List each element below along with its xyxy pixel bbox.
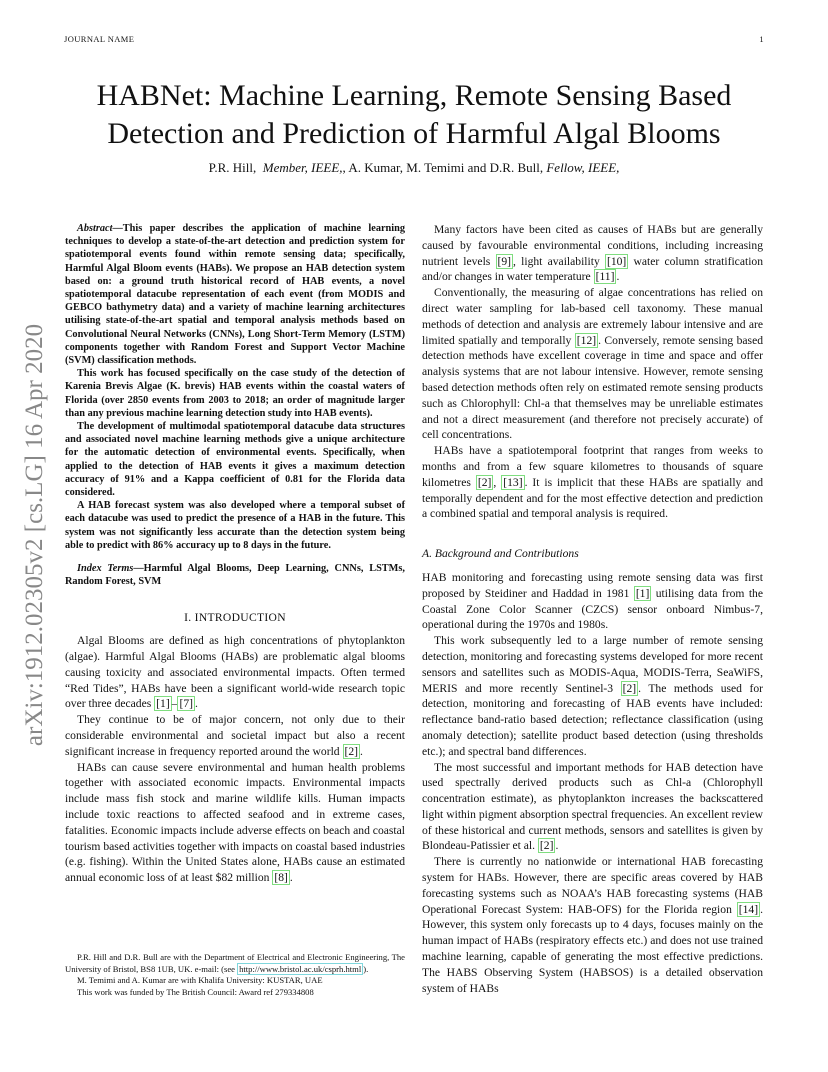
- citation-link[interactable]: [11]: [595, 270, 615, 284]
- abstract-paragraph-2: This work has focused specifically on the case study of the detection of Karenia Brevis Algae (K. brevis) HAB events within the coastal waters of Florida (over 2850 events from 2003 to 2018; an order of magnitude larger than any previous machine learning detection study into HAB events).: [65, 368, 405, 419]
- title-line-1: HABNet: Machine Learning, Remote Sensing Based: [96, 79, 732, 112]
- citation-link[interactable]: [2]: [622, 681, 637, 695]
- abstract-paragraph-3: The development of multimodal spatiotemporal datacube data structures and associated novel machine learning methods give a unique architecture for the automatic detection of environmental events. Specifically, when applied to the detection of HAB events it gives a maximum detection accuracy of 91% and a Kappa coefficient of 0.81 for the Florida data considered.: [65, 421, 405, 499]
- footnote-affiliation-2: M. Temimi and A. Kumar are with Khalifa University: KUSTAR, UAE: [77, 975, 323, 986]
- abstract-paragraph-4: A HAB forecast system was also developed where a temporal subset of each datacube was used to predict the presence of a HAB in the future. This system was not significantly less accurate than the detection system being able to predict with 86% accuracy up to 8 days in the future.: [65, 500, 405, 551]
- body-paragraph-methods: The most successful and important methods for HAB detection have used spectrally derived products such as Chl-a (Chlorophyll concentration estimate), as phytoplankton increases the backscattered light within pigment absorption spectral frequencies. An excellent review of these historical and current methods, sensors and satellites is given by Blondeau-Patissier et al. [2] .: [422, 760, 763, 853]
- citation-link[interactable]: [14]: [738, 902, 759, 916]
- arxiv-stamp-text: arXiv:1912.02305v2 [cs.LG] 16 Apr 2020: [21, 323, 48, 747]
- citation-link[interactable]: [2]: [344, 744, 359, 758]
- citation-link[interactable]: [1]: [635, 586, 650, 600]
- abstract-lead: Abstract: [77, 223, 113, 234]
- index-terms: Index Terms—Harmful Algal Blooms, Deep Learning, CNNs, LSTMs, Random Forest, SVM: [65, 563, 405, 588]
- section-heading-introduction: I. INTRODUCTION: [184, 611, 286, 625]
- abstract: [65, 222, 405, 588]
- url-link[interactable]: http://www.bristol.ac.uk/csprh.html: [239, 963, 362, 974]
- page-number: 1: [759, 34, 764, 44]
- footnote-funding: This work was funded by The British Council: Award ref 279334808: [77, 986, 314, 997]
- footnotes: [65, 952, 405, 998]
- author-line: [60, 160, 768, 176]
- index-terms-lead: Index Terms: [77, 563, 134, 575]
- author-1: P.R. Hill,: [208, 160, 257, 175]
- left-column: [65, 222, 405, 886]
- citation-link[interactable]: [13]: [503, 475, 523, 489]
- journal-name: JOURNAL NAME: [64, 34, 135, 44]
- paper-title: [60, 77, 768, 153]
- citation-link[interactable]: [8]: [274, 871, 288, 885]
- citation-link[interactable]: [7]: [179, 697, 194, 711]
- right-column: [422, 222, 763, 996]
- author-1-role: Member, IEEE,: [262, 160, 343, 175]
- footnote-affiliation-1: P.R. Hill and D.R. Bull are with the Department of Electrical and Electronic Engineering, The University of Bristol, BS8 1UB, UK. e-mail: (see http://www.bristol.ac.uk/csprh.html ).: [65, 952, 405, 974]
- subsection-heading-background: A. Background and Contributions: [422, 547, 579, 561]
- body-paragraph-causes: Many factors have been cited as causes of HABs but are generally caused by favourable environmental conditions, including increasing nutrient levels [9] , light availability [10] water column stratification and/or changes in water temperature [11] .: [422, 223, 764, 284]
- citation-link[interactable]: [12]: [576, 333, 597, 347]
- author-last-role: Fellow, IEEE,: [546, 160, 620, 175]
- citation-link[interactable]: [9]: [497, 254, 512, 268]
- citation-link[interactable]: [2]: [539, 839, 554, 853]
- body-paragraph-forecasting: There is currently no nationwide or international HAB forecasting system for HABs. However, there are specific areas covered by HAB forecasting systems such as NOAA’s HAB forecasting systems (HAB Operational Forecast System: HAB-OFS) for the Florida region [14] . However, this system only forecasts up to 4 days, focuses mainly on the human impact of HABs (respiratory effects etc.) and does not use trained machine learning, capable of generating the most effective predictions. The HABS Observing System (HABSOS) is a detailed observation system of HABs: [422, 855, 763, 995]
- intro-paragraph-1: Algal Blooms are defined as high concentrations of phytoplankton (algae). Harmful Algal Blooms (HABs) are problematic algal blooms causing toxicity and associated environmental impacts. Often termed “Red Tides”, HABs have been a significant world-wide research topic over three decades [1] – [7] .: [65, 634, 405, 711]
- intro-paragraph-3: HABs can cause severe environmental and human health problems together with associated economic impacts. Environmental impacts include mass fish stock and marine wildlife kills. Human impacts include toxic reactions to affected seafood and in extreme cases, fatalities. Economic impacts include adverse effects on beach and coastal tourism based activities together with impacts on coastal based industries (e.g. fishing). Within the United States alone, HABs cause an estimated annual economic loss of at least $82 million [8] .: [65, 760, 405, 885]
- intro-paragraph-2: They continue to be of major concern, not only due to their considerable environmental and societal impact but also a recent significant increase in frequency reported around the world [2] .: [65, 713, 405, 758]
- body-paragraph-conventional: Conventionally, the measuring of algae concentrations has relied on direct water sampling for lab-based cell taxonomy. These manual methods of detection and analysis are extremely labour intensive and are limited spatially and temporally [12] . Conversely, remote sensing based detection methods have excellent coverage in time and space and offer analysis systems that are not labour intensive. However, remote sensing based detection methods often rely on estimated remote sensing products such as Chlorophyll: Chl-a that themselves may be unreliable estimates and not a direct measurement (and therefore not precisely accurate) of cell concentrations.: [422, 286, 764, 442]
- author-rest: , A. Kumar, M. Temimi and D.R. Bull,: [342, 160, 544, 175]
- citation-link[interactable]: [10]: [606, 254, 627, 268]
- abstract-paragraph-1: Abstract—This paper describes the application of machine learning techniques to develop a state-of-the-art detection and prediction system for spatiotemporal events found within remote sensing data; specifically, Harmful Algal Bloom events (HABs). We propose an HAB detection system based on: a ground truth historical record of HAB events, a novel spatiotemporal datacube representation of each event (from MODIS and GEBCO bathymetry data) and a variety of machine learning architectures utilising state-of-the-art spatial and temporal analysis methods based on Convolutional Neural Networks (CNNs), Long Short-Term Memory (LSTM) components together with Random Forest and Support Vector Machine (SVM) classification methods.: [65, 223, 405, 367]
- citation-link[interactable]: [2]: [477, 475, 492, 489]
- title-line-2: Detection and Prediction of Harmful Algal Blooms: [107, 117, 721, 150]
- arxiv-stamp: [20, 285, 50, 785]
- body-paragraph-sensors: This work subsequently led to a large number of remote sensing detection, monitoring and forecasting systems developed for more recent sensors and satellites such as MODIS-Aqua, MODIS-Terra, SeaWiFS, MERIS and more recently Sentinel-3 [2] . The methods used for detection, monitoring and forecasting of HAB events have included: reflectance band-ratio based detection; reflectance classification (using anomaly detection); satellite product based detection (using thresholds etc.); and spectral band differences.: [422, 634, 763, 758]
- citation-link[interactable]: [1]: [156, 697, 170, 711]
- body-paragraph-history: HAB monitoring and forecasting using remote sensing data was first proposed by Steidiner and Haddad in 1981 [1] utilising data from the Coastal Zone Color Scanner (CZCS) sensor onboard Nimbus-7, operational during the 1970s and 1980s.: [422, 570, 763, 632]
- running-header: [64, 34, 764, 48]
- body-paragraph-footprint: HABs have a spatiotemporal footprint that ranges from weeks to months and from a few square kilometres to thousands of square kilometres [2] , [13] . It is implicit that these HABs are spatially and temporally dependent and for the most effective detection and prediction a combined spatial and temporal analysis is required.: [422, 444, 764, 521]
